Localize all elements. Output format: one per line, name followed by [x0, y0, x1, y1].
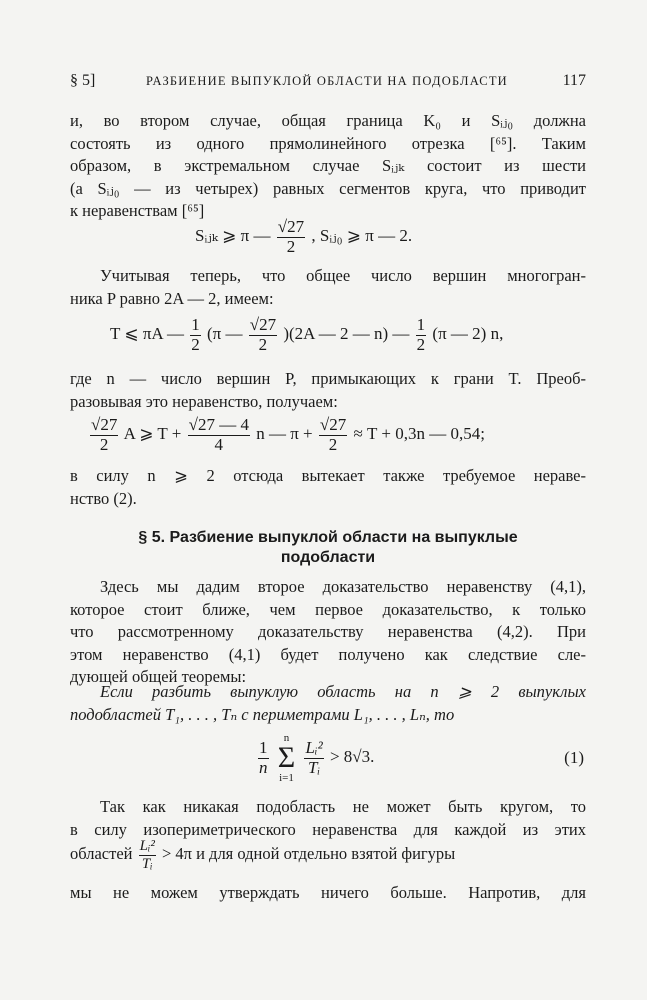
eq4-sum-symbol: Σ — [277, 741, 296, 775]
text-line: состоять из одного прямолинейного отрезка [⁶⁵]. Таким — [70, 133, 586, 153]
text-line-start: областей — [70, 843, 133, 863]
equation-3 — [88, 416, 485, 454]
text-line: Здесь мы дадим второе доказательство неравенству (4,1), — [100, 577, 586, 596]
text-line: в силу n ⩾ 2 отсюда вытекает также требуемое нераве- — [70, 466, 586, 485]
eq3-fraction-1 — [90, 416, 118, 454]
eq2-half2-den: 2 — [416, 334, 426, 354]
eq2-part-b: (π — — [207, 324, 243, 344]
theorem-statement — [70, 681, 586, 726]
text-line: нство (2). — [70, 488, 137, 508]
eq4-sum-top: n — [283, 732, 290, 744]
text-line-end: > 4π и для одной отдельно взятой фигуры — [161, 843, 456, 863]
paragraph-6-formula-line — [70, 838, 586, 872]
eq3-part-a: A ⩾ T + — [123, 424, 182, 444]
paragraph-2 — [70, 265, 586, 310]
eq2-part-d: (π — 2) n, — [432, 324, 504, 344]
eq2-sqrt-fraction — [249, 316, 277, 354]
eq4-one-over-n — [258, 739, 269, 777]
eq2-half2-num: 1 — [416, 315, 426, 334]
eq1-left: Sᵢⱼₖ ⩾ π — — [195, 226, 271, 246]
header-title: РАЗБИЕНИЕ ВЫПУКЛОЙ ОБЛАСТИ НА ПОДОБЛАСТИ — [146, 74, 508, 88]
text-line: Если разбить выпуклую область на n ⩾ 2 выпуклых — [100, 682, 586, 701]
eq2-sqrt-den: 2 — [258, 334, 268, 354]
paragraph-5 — [70, 576, 586, 689]
header-section-mark: § 5] — [70, 72, 96, 89]
paragraph-6 — [70, 796, 586, 841]
text-line: в силу изопериметрического неравенства для каждой из этих — [70, 819, 586, 839]
page-number: 117 — [562, 72, 586, 89]
eq2-part-c: )(2A — 2 — n) — — [283, 324, 410, 344]
eq4-l-over-t — [304, 739, 323, 777]
eq4-sum — [277, 732, 296, 784]
text-line: разовывая это неравенство, получаем: — [70, 391, 338, 411]
text-line: мы не можем утверждать ничего больше. Напротив, для — [70, 883, 586, 902]
eq4-sum-bottom: i=1 — [279, 772, 294, 785]
text-line: где n — число вершин P, примыкающих к грани T. Преоб- — [70, 369, 586, 388]
eq2-half-2 — [416, 316, 427, 354]
text-line: что рассмотренному доказательству неравенства (4,2). При — [70, 622, 586, 641]
section-heading-line2: подобласти — [280, 549, 376, 566]
eq3-den-3: 2 — [328, 434, 338, 454]
eq4-ti: Tᵢ — [308, 757, 321, 777]
paragraph-4 — [70, 465, 586, 510]
text-line: и, во втором случае, общая граница K₀ и Sᵢⱼ₀ должна — [70, 111, 586, 130]
running-header — [70, 72, 590, 96]
eq1-sqrt: √27 — [277, 217, 305, 236]
eq2-half-den: 2 — [191, 334, 200, 354]
equation-4 — [256, 732, 374, 784]
eq1-den: 2 — [286, 236, 296, 256]
eq3-sqrt-1: √27 — [91, 415, 118, 434]
eq1-right: , Sᵢⱼ₀ ⩾ π — 2. — [311, 226, 413, 246]
eq4-rhs: > 8√3. — [329, 747, 375, 766]
eq3-den-1: 2 — [99, 434, 109, 454]
text-line: подобластей T₁, . . . , Tₙ с периметрами L₁, . . . , Lₙ, то — [70, 704, 455, 724]
text-line: ника P равно 2A — 2, имеем: — [70, 288, 274, 308]
equation-1 — [195, 218, 412, 256]
inline-l-over-t — [139, 838, 156, 872]
text-line: к неравенствам [⁶⁵] — [70, 201, 205, 220]
eq3-fraction-3 — [319, 416, 347, 454]
eq3-part-c: ≈ T + 0,3n — 0,54; — [353, 424, 485, 444]
eq3-sqrt-3: √27 — [319, 415, 347, 434]
text-line: Так как никакая подобласть не может быть кругом, то — [100, 797, 586, 816]
eq2-half-num: 1 — [191, 315, 200, 334]
book-page — [70, 0, 590, 1000]
eq4-n: n — [259, 757, 268, 777]
eq4-number: (1) — [564, 748, 584, 767]
inline-li2: Lᵢ² — [139, 838, 155, 854]
eq3-num-2: √27 — 4 — [188, 415, 249, 434]
text-line: (а Sᵢⱼ₀ — из четырех) равных сегментов круга, что приводит — [70, 178, 586, 198]
eq4-li2: Lᵢ² — [305, 737, 323, 757]
text-line: Учитывая теперь, что общее число вершин многогран- — [100, 266, 586, 285]
eq2-half-1 — [190, 316, 201, 354]
eq4-one: 1 — [259, 737, 268, 757]
text-line: этом неравенство (4,1) будет получено как следствие сле- — [70, 644, 586, 664]
eq3-part-b: n — π + — [256, 424, 313, 444]
paragraph-1 — [70, 110, 586, 223]
inline-ti: Tᵢ — [141, 855, 153, 872]
section-heading — [70, 528, 586, 568]
equation-number — [564, 748, 584, 768]
equation-2 — [110, 316, 503, 354]
eq3-fraction-2 — [188, 416, 250, 454]
eq3-den-2: 4 — [214, 434, 224, 454]
text-line: которое стоит ближе, чем первое доказательство, к только — [70, 599, 586, 619]
eq2-part-a: T ⩽ πA — — [110, 324, 184, 344]
eq1-fraction — [277, 218, 305, 256]
text-line: дующей общей теоремы: — [70, 667, 247, 686]
section-heading-line1: § 5. Разбиение выпуклой области на выпуклые — [138, 529, 518, 546]
paragraph-3 — [70, 368, 586, 413]
eq2-sqrt: √27 — [249, 315, 277, 334]
text-line: образом, в экстремальном случае Sᵢⱼₖ состоит из шести — [70, 156, 586, 175]
paragraph-6-last — [70, 882, 586, 905]
